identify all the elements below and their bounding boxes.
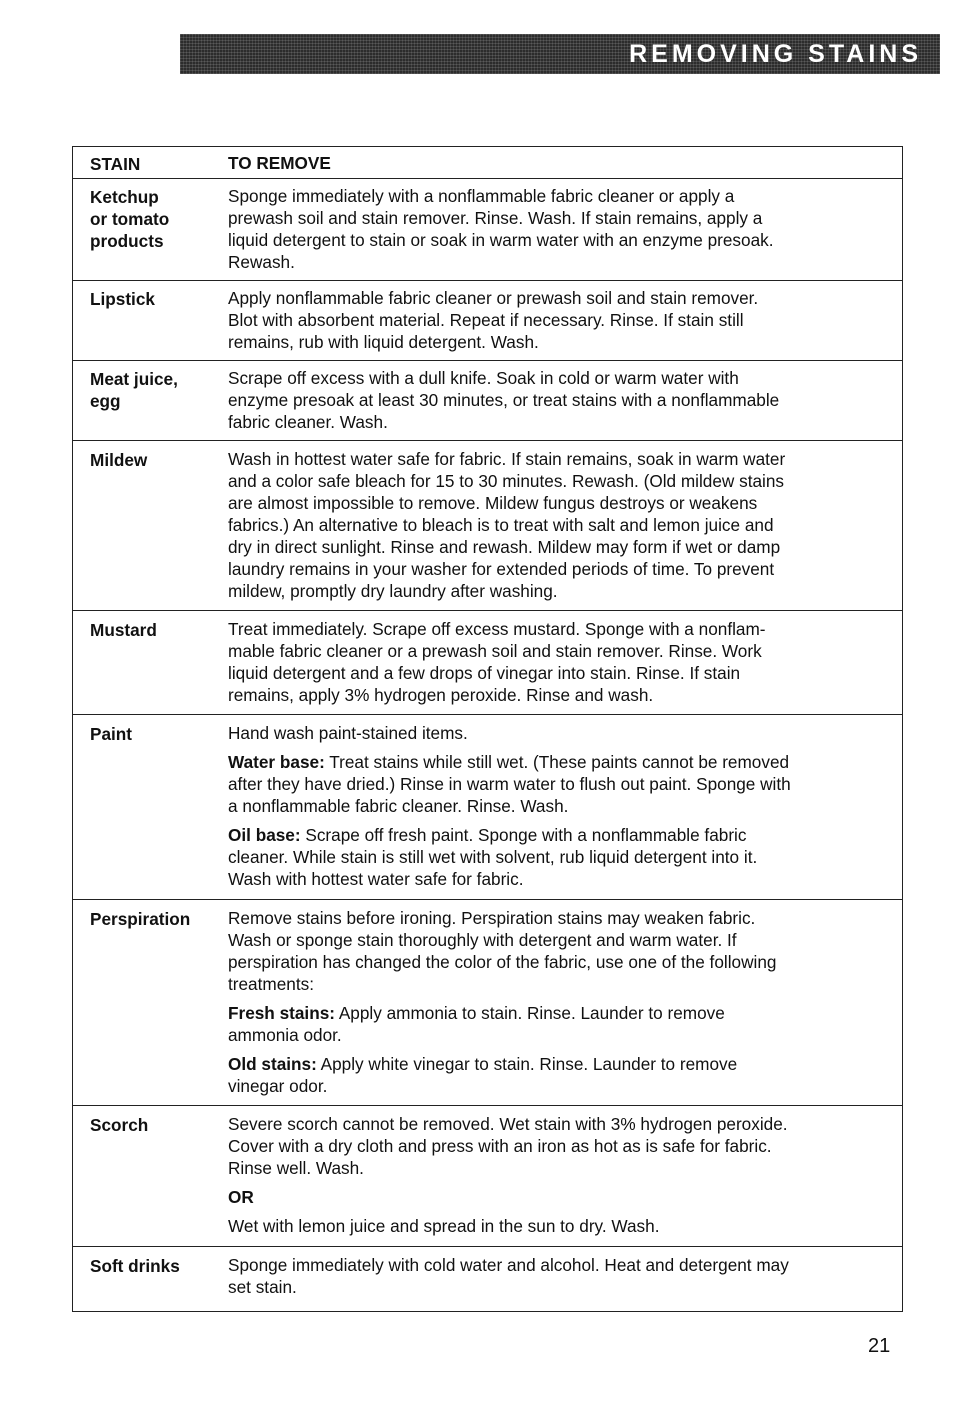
stain-name: [90, 287, 228, 353]
instruction-paragraph: [228, 722, 888, 744]
instruction-paragraph: [228, 907, 888, 995]
removal-instructions: [228, 722, 902, 890]
instruction-line: [228, 251, 888, 273]
instruction-line: [228, 536, 888, 558]
table-row: [73, 899, 902, 1105]
instruction-line: [228, 514, 888, 536]
instruction-line: [228, 367, 888, 389]
instruction-paragraph: [228, 751, 888, 817]
instruction-line: [228, 580, 888, 602]
instruction-line: [228, 722, 888, 744]
instruction-line: [228, 1075, 888, 1097]
table-row: [73, 280, 902, 360]
removal-instructions: [228, 618, 902, 706]
instruction-text: and a color safe bleach for 15 to 30 minutes. Rewash. (Old mildew stains: [228, 471, 785, 491]
stain-name: [90, 722, 228, 890]
instruction-line: [228, 1002, 888, 1024]
stain-name-line: or tomato: [90, 209, 170, 229]
instruction-text: mildew, promptly dry laundry after washing.: [228, 581, 558, 601]
instruction-line: [228, 1186, 888, 1208]
section-title: REMOVING STAINS: [629, 40, 922, 68]
instruction-text: Wet with lemon juice and spread in the sun to dry. Wash.: [228, 1216, 660, 1236]
instruction-text: remains, apply 3% hydrogen peroxide. Rinse and wash.: [228, 685, 654, 705]
instruction-text: Hand wash paint-stained items.: [228, 723, 468, 743]
header-to-remove: TO REMOVE: [228, 153, 331, 173]
instruction-line: [228, 907, 888, 929]
instruction-paragraph: [228, 1002, 888, 1046]
table-row: [73, 1246, 902, 1311]
instruction-paragraph: [228, 1254, 888, 1298]
instruction-text: cleaner. While stain is still wet with solvent, rub liquid detergent into it.: [228, 847, 758, 867]
instruction-text: Scrape off fresh paint. Sponge with a nonflammable fabric: [305, 825, 747, 845]
instruction-line: [228, 470, 888, 492]
instruction-line: [228, 1157, 888, 1179]
instruction-line: [228, 1053, 888, 1075]
stain-name: [90, 367, 228, 433]
stain-name: [90, 185, 228, 273]
instruction-text: Wash in hottest water safe for fabric. If stain remains, soak in warm water: [228, 449, 786, 469]
instruction-line: [228, 662, 888, 684]
stain-name: [90, 907, 228, 1097]
instruction-text: fabric cleaner. Wash.: [228, 412, 388, 432]
instruction-text: set stain.: [228, 1277, 297, 1297]
instruction-paragraph: [228, 287, 888, 353]
instruction-text: mable fabric cleaner or a prewash soil and stain remover. Rinse. Work: [228, 641, 762, 661]
instruction-line: [228, 751, 888, 773]
instruction-lead: Old stains:: [228, 1054, 317, 1074]
stain-name-line: Perspiration: [90, 909, 191, 929]
removal-instructions: [228, 185, 902, 273]
instruction-text: remains, rub with liquid detergent. Wash.: [228, 332, 539, 352]
stain-name-line: Scorch: [90, 1115, 149, 1135]
instruction-paragraph: [228, 618, 888, 706]
instruction-paragraph: [228, 367, 888, 433]
instruction-line: [228, 389, 888, 411]
instruction-line: [228, 309, 888, 331]
instruction-line: [228, 868, 888, 890]
instruction-text: Treat stains while still wet. (These paints cannot be removed: [329, 752, 790, 772]
instruction-line: [228, 229, 888, 251]
instruction-text: Treat immediately. Scrape off excess mustard. Sponge with a nonflam-: [228, 619, 766, 639]
stain-name-line: Meat juice,: [90, 369, 178, 389]
instruction-line: [228, 795, 888, 817]
instruction-paragraph: [228, 1113, 888, 1179]
table-row: [73, 178, 902, 280]
instruction-lead: OR: [228, 1187, 254, 1207]
instruction-lead: Water base:: [228, 752, 325, 772]
instruction-line: [228, 846, 888, 868]
stain-name-line: Soft drinks: [90, 1256, 180, 1276]
instruction-line: [228, 411, 888, 433]
instruction-paragraph: [228, 1053, 888, 1097]
instruction-text: Wash with hottest water safe for fabric.: [228, 869, 524, 889]
instruction-line: [228, 1135, 888, 1157]
stain-name: [90, 1113, 228, 1237]
table-row: [73, 1105, 902, 1246]
instruction-line: [228, 1215, 888, 1237]
instruction-text: Rewash.: [228, 252, 295, 272]
stain-name-line: Mustard: [90, 620, 157, 640]
instruction-text: are almost impossible to remove. Mildew fungus destroys or weakens: [228, 493, 758, 513]
stain-name: [90, 618, 228, 706]
instruction-paragraph: [228, 185, 888, 273]
removal-instructions: [228, 1113, 902, 1237]
instruction-text: enzyme presoak at least 30 minutes, or treat stains with a nonflammable: [228, 390, 780, 410]
instruction-text: liquid detergent and a few drops of vinegar into stain. Rinse. If stain: [228, 663, 741, 683]
instruction-line: [228, 558, 888, 580]
instruction-line: [228, 951, 888, 973]
header-stain: STAIN: [90, 154, 141, 174]
stain-removal-table: [72, 146, 903, 1312]
instruction-paragraph: [228, 1186, 888, 1208]
stain-name-line: egg: [90, 391, 121, 411]
stain-name-line: Lipstick: [90, 289, 155, 309]
instruction-text: prewash soil and stain remover. Rinse. Wash. If stain remains, apply a: [228, 208, 763, 228]
stain-name-line: products: [90, 231, 164, 251]
instruction-lead: Oil base:: [228, 825, 301, 845]
instruction-line: [228, 973, 888, 995]
instruction-text: treatments:: [228, 974, 314, 994]
instruction-text: vinegar odor.: [228, 1076, 328, 1096]
instruction-paragraph: [228, 824, 888, 890]
instruction-text: laundry remains in your washer for extended periods of time. To prevent: [228, 559, 775, 579]
removal-instructions: [228, 1254, 902, 1298]
instruction-line: [228, 1113, 888, 1135]
instruction-text: Sponge immediately with a nonflammable fabric cleaner or apply a: [228, 186, 735, 206]
instruction-line: [228, 185, 888, 207]
instruction-text: Severe scorch cannot be removed. Wet stain with 3% hydrogen peroxide.: [228, 1114, 788, 1134]
stain-name: [90, 1254, 228, 1298]
instruction-text: Rinse well. Wash.: [228, 1158, 364, 1178]
instruction-line: [228, 207, 888, 229]
instruction-text: after they have dried.) Rinse in warm water to flush out paint. Sponge with: [228, 774, 791, 794]
instruction-text: a nonflammable fabric cleaner. Rinse. Wash.: [228, 796, 569, 816]
instruction-text: Cover with a dry cloth and press with an iron as hot as is safe for fabric.: [228, 1136, 772, 1156]
instruction-line: [228, 640, 888, 662]
instruction-line: [228, 824, 888, 846]
instruction-line: [228, 1254, 888, 1276]
table-row: [73, 714, 902, 899]
table-row: [73, 360, 902, 440]
stain-name-line: Mildew: [90, 450, 148, 470]
removal-instructions: [228, 907, 902, 1097]
table-row: [73, 610, 902, 714]
instruction-text: Blot with absorbent material. Repeat if necessary. Rinse. If stain still: [228, 310, 744, 330]
instruction-line: [228, 618, 888, 640]
stain-name-line: Paint: [90, 724, 133, 744]
instruction-text: liquid detergent to stain or soak in warm water with an enzyme presoak.: [228, 230, 774, 250]
instruction-text: ammonia odor.: [228, 1025, 342, 1045]
instruction-line: [228, 492, 888, 514]
instruction-line: [228, 1276, 888, 1298]
instruction-paragraph: [228, 1215, 888, 1237]
instruction-text: Apply ammonia to stain. Rinse. Launder to remove: [338, 1003, 725, 1023]
instruction-paragraph: [228, 448, 888, 602]
section-banner: [180, 34, 940, 74]
table-header-row: [73, 147, 902, 178]
instruction-text: Wash or sponge stain thoroughly with detergent and warm water. If: [228, 930, 737, 950]
instruction-line: [228, 773, 888, 795]
instruction-line: [228, 684, 888, 706]
instruction-text: perspiration has changed the color of the fabric, use one of the following: [228, 952, 777, 972]
instruction-lead: Fresh stains:: [228, 1003, 335, 1023]
instruction-text: Scrape off excess with a dull knife. Soak in cold or warm water with: [228, 368, 739, 388]
removal-instructions: [228, 287, 902, 353]
instruction-line: [228, 448, 888, 470]
instruction-text: Apply white vinegar to stain. Rinse. Launder to remove: [320, 1054, 738, 1074]
instruction-text: Apply nonflammable fabric cleaner or prewash soil and stain remover.: [228, 288, 759, 308]
stain-name-line: Ketchup: [90, 187, 159, 207]
removal-instructions: [228, 367, 902, 433]
instruction-text: Sponge immediately with cold water and alcohol. Heat and detergent may: [228, 1255, 789, 1275]
removal-instructions: [228, 448, 902, 602]
instruction-text: fabrics.) An alternative to bleach is to treat with salt and lemon juice and: [228, 515, 774, 535]
table-row: [73, 440, 902, 610]
instruction-text: Remove stains before ironing. Perspiration stains may weaken fabric.: [228, 908, 756, 928]
instruction-text: dry in direct sunlight. Rinse and rewash. Mildew may form if wet or damp: [228, 537, 781, 557]
instruction-line: [228, 331, 888, 353]
page-number: 21: [868, 1335, 891, 1357]
instruction-line: [228, 929, 888, 951]
stain-name: [90, 448, 228, 602]
instruction-line: [228, 1024, 888, 1046]
instruction-line: [228, 287, 888, 309]
